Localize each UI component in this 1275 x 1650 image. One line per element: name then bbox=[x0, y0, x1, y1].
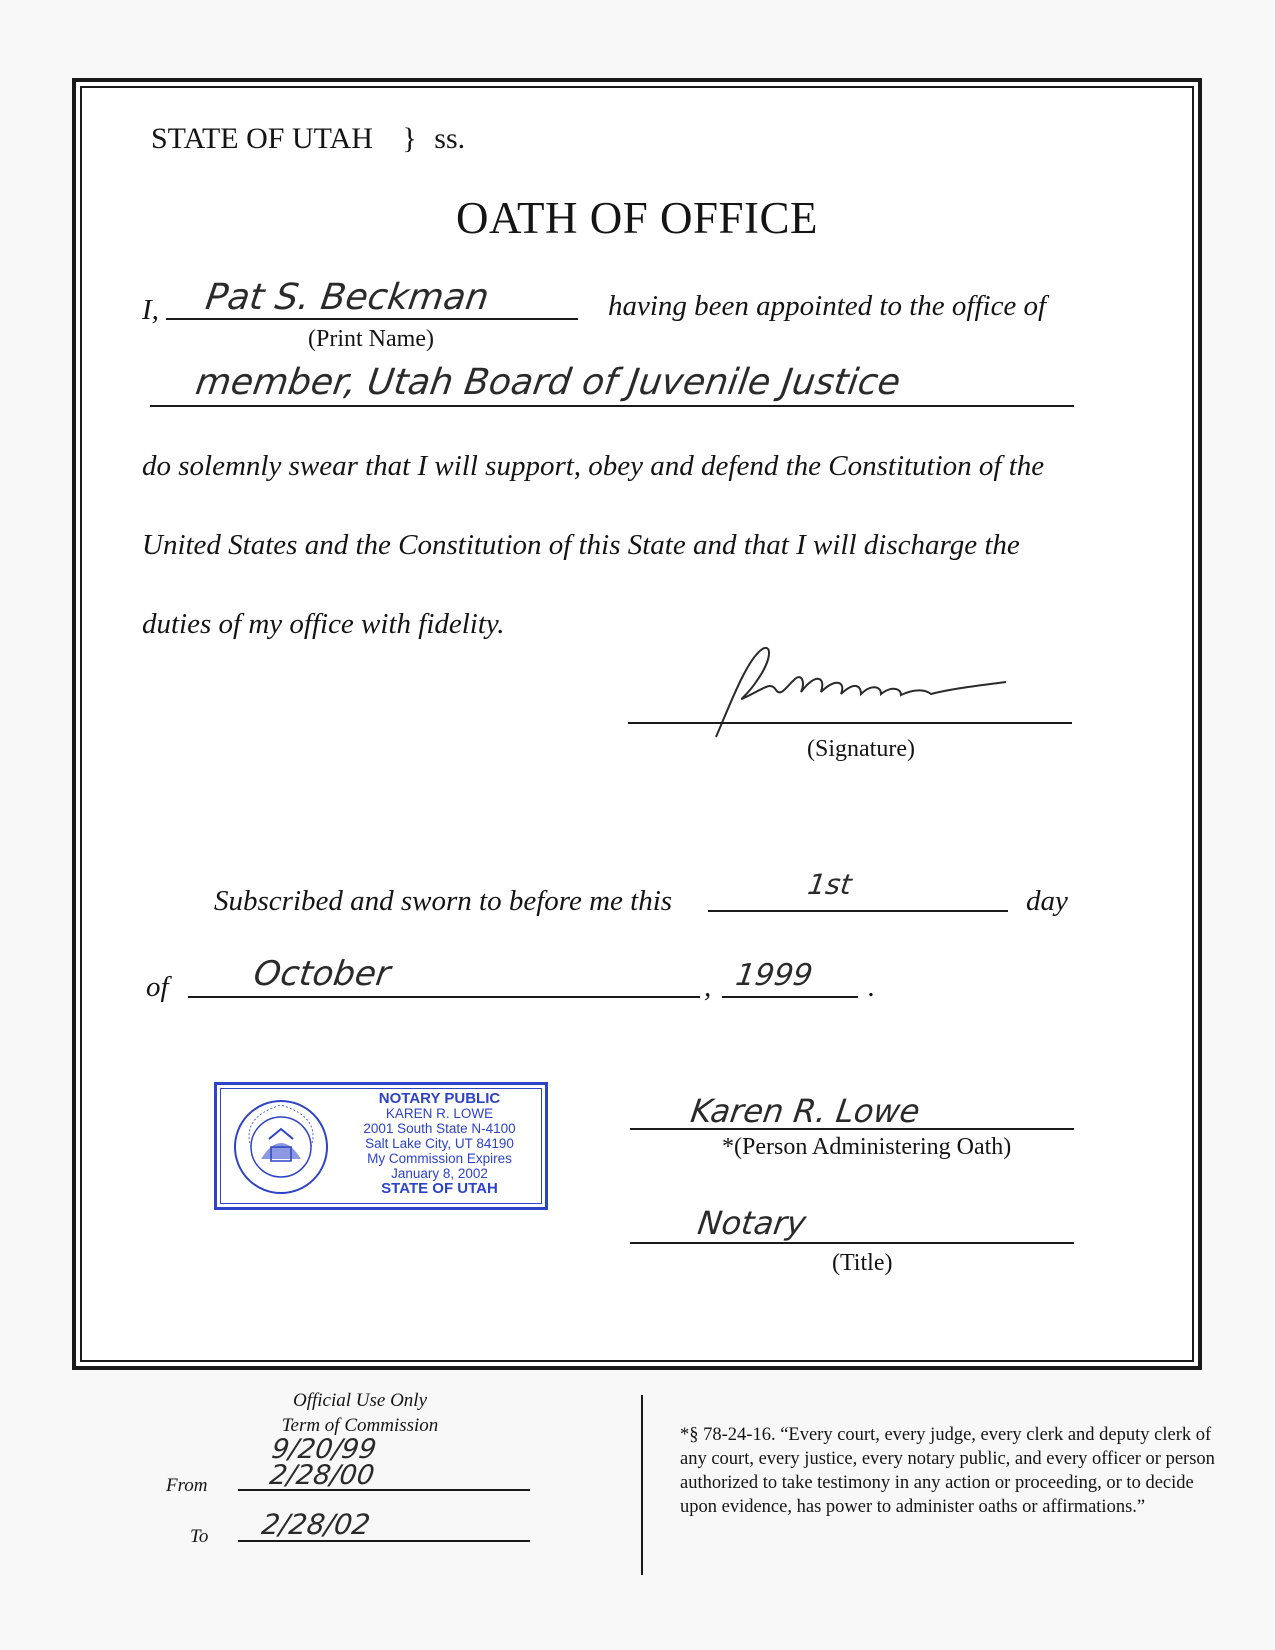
year-period: . bbox=[868, 971, 876, 1003]
state-seal-icon bbox=[231, 1097, 331, 1197]
year-line bbox=[722, 996, 858, 998]
i-prefix: I, bbox=[142, 294, 159, 326]
month-line bbox=[188, 996, 700, 998]
oath-line-1: do solemnly swear that I will support, obey and defend the Constitution of the bbox=[142, 450, 1045, 482]
stamp-state: STATE OF UTAH bbox=[381, 1180, 498, 1197]
month-comma: , bbox=[704, 971, 712, 1003]
day-handwriting: 1st bbox=[805, 868, 854, 901]
oath-line-2: United States and the Constitution of this State and that I will discharge the bbox=[142, 529, 1020, 561]
document-title: OATH OF OFFICE bbox=[455, 193, 819, 243]
name-line bbox=[166, 318, 578, 320]
stamp-address: 2001 South State N-4100 bbox=[363, 1121, 516, 1136]
administering-line bbox=[630, 1128, 1074, 1130]
day-word: day bbox=[1026, 885, 1068, 917]
commission-start-handwriting: 9/20/99 bbox=[269, 1434, 379, 1465]
ss-abbrev: ss. bbox=[434, 122, 466, 155]
official-use-heading: Official Use Only bbox=[292, 1390, 428, 1411]
stamp-expires-date: January 8, 2002 bbox=[391, 1166, 488, 1181]
office-handwriting: member, Utah Board of Juvenile Justice bbox=[193, 362, 903, 403]
stamp-notary-public: NOTARY PUBLIC bbox=[378, 1090, 501, 1107]
day-line bbox=[708, 910, 1008, 912]
stamp-name: KAREN R. LOWE bbox=[385, 1106, 494, 1121]
state-header bbox=[151, 122, 465, 156]
from-handwriting: 2/28/00 bbox=[267, 1460, 377, 1491]
signature-line bbox=[628, 722, 1072, 724]
title-line bbox=[630, 1242, 1074, 1244]
stamp-expires-label: My Commission Expires bbox=[367, 1151, 512, 1166]
signature-scribble bbox=[676, 642, 1016, 742]
oath-form-frame bbox=[72, 78, 1202, 1370]
office-line bbox=[150, 405, 1074, 407]
stamp-text bbox=[337, 1091, 542, 1196]
of-word: of bbox=[146, 971, 169, 1003]
statute-note: *§ 78-24-16. “Every court, every judge, every clerk and deputy clerk of any court, every justice, every notary public, and every officer or person authorized to take testimony in any action or proceeding, or to decide upon evidence, has power to administer oaths or affirmations.” bbox=[680, 1425, 1215, 1517]
to-handwriting: 2/28/02 bbox=[259, 1508, 373, 1541]
oath-line-3: duties of my office with fidelity. bbox=[142, 608, 505, 640]
printed-name-handwriting: Pat S. Beckman bbox=[203, 277, 492, 318]
year-handwriting: 1999 bbox=[733, 958, 815, 993]
to-label: To bbox=[190, 1526, 209, 1547]
title-handwriting: Notary bbox=[695, 1204, 809, 1242]
term-of-commission-heading: Term of Commission bbox=[281, 1415, 439, 1436]
brace: } bbox=[402, 122, 417, 155]
footer-divider bbox=[641, 1395, 643, 1575]
administering-signature: Karen R. Lowe bbox=[688, 1092, 923, 1130]
administering-caption: *(Person Administering Oath) bbox=[722, 1134, 1012, 1160]
state-name: STATE OF UTAH bbox=[151, 122, 373, 155]
sworn-text: Subscribed and sworn to before me this bbox=[214, 885, 673, 917]
signature-caption: (Signature) bbox=[807, 736, 915, 762]
print-name-caption: (Print Name) bbox=[308, 326, 434, 352]
notary-stamp bbox=[214, 1082, 548, 1210]
title-caption: (Title) bbox=[832, 1250, 893, 1276]
stamp-city: Salt Lake City, UT 84190 bbox=[365, 1136, 514, 1151]
appointed-text: having been appointed to the office of bbox=[608, 290, 1047, 322]
month-handwriting: October bbox=[251, 954, 393, 994]
from-label: From bbox=[166, 1475, 208, 1496]
